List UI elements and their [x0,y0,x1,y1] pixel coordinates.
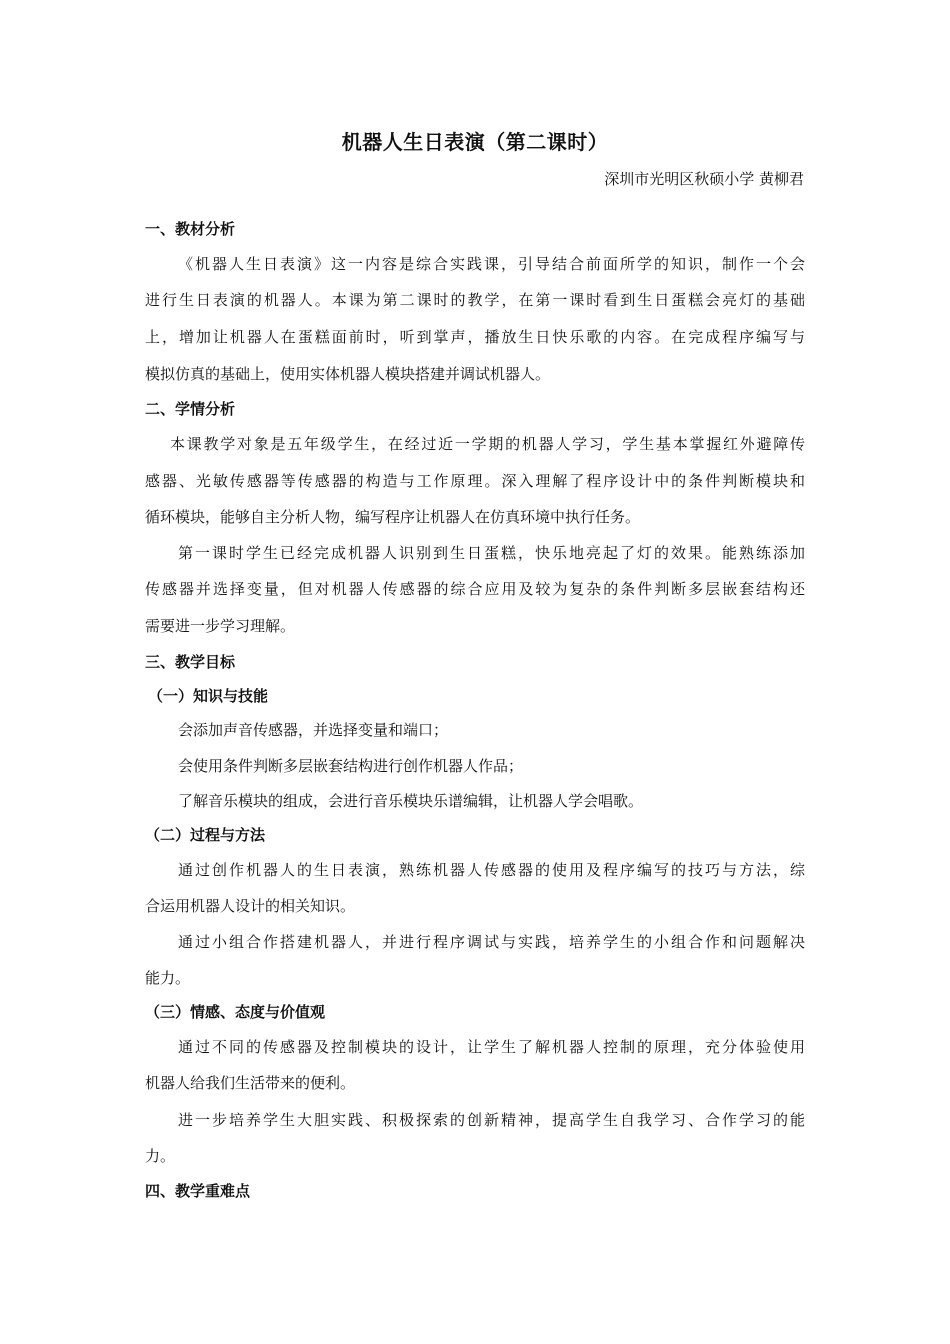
section-heading-textbook-analysis: 一、教材分析 [145,220,236,238]
paragraph-line: 通过创作机器人的生日表演，熟练机器人传感器的使用及程序编写的技巧与方法，综 [178,861,805,879]
paragraph-line: 机器人给我们生活带来的便利。 [145,1074,356,1092]
paragraph-line: 能力。 [145,969,191,987]
paragraph-line: 通过不同的传感器及控制模块的设计，让学生了解机器人控制的原理，充分体验使用 [178,1038,805,1056]
paragraph-line: 感器、光敏传感器等传感器的构造与工作原理。深入理解了程序设计中的条件判断模块和 [145,472,805,490]
paragraph-line: 进一步培养学生大胆实践、积极探索的创新精神，提高学生自我学习、合作学习的能 [178,1111,805,1129]
paragraph-line: 进行生日表演的机器人。本课为第二课时的教学，在第一课时看到生日蛋糕会亮灯的基础 [145,291,805,309]
page-title: 机器人生日表演（第二课时） [341,130,609,154]
subsection-heading-process-methods: （二）过程与方法 [145,826,266,844]
paragraph-line: 通过小组合作搭建机器人，并进行程序调试与实践，培养学生的小组合作和问题解决 [178,933,805,951]
paragraph-line: 本课教学对象是五年级学生，在经过近一学期的机器人学习，学生基本掌握红外避障传 [170,435,805,453]
paragraph-line: 力。 [145,1147,176,1165]
subsection-heading-knowledge-skills: （一）知识与技能 [148,687,269,705]
paragraph-line: 循环模块，能够自主分析人物，编写程序让机器人在仿真环境中执行任务。 [145,508,641,526]
section-heading-student-analysis: 二、学情分析 [145,400,236,418]
goal-line: 会添加声音传感器，并选择变量和端口； [178,721,449,739]
paragraph-line: 合运用机器人设计的相关知识。 [145,897,356,915]
paragraph-line: 第一课时学生已经完成机器人识别到生日蛋糕，快乐地亮起了灯的效果。能熟练添加 [178,544,805,562]
paragraph-line: 上，增加让机器人在蛋糕面前时，听到掌声，播放生日快乐歌的内容。在完成程序编写与 [145,328,805,346]
goal-line: 会使用条件判断多层嵌套结构进行创作机器人作品； [178,757,524,775]
paragraph-line: 模拟仿真的基础上，使用实体机器人模块搭建并调试机器人。 [145,365,551,383]
paragraph-line: 《机器人生日表演》这一内容是综合实践课，引导结合前面所学的知识，制作一个会 [178,255,805,273]
author-line: 深圳市光明区秋硕小学 黄柳君 [604,170,804,188]
paragraph-line: 传感器并选择变量，但对机器人传感器的综合应用及较为复杂的条件判断多层嵌套结构还 [145,580,805,598]
section-heading-teaching-goals: 三、教学目标 [145,653,236,671]
subsection-heading-emotion-values: （三）情感、态度与价值观 [145,1003,326,1021]
goal-line: 了解音乐模块的组成，会进行音乐模块乐谱编辑，让机器人学会唱歌。 [178,792,644,810]
section-heading-key-difficulties: 四、教学重难点 [145,1182,251,1200]
paragraph-line: 需要进一步学习理解。 [145,617,296,635]
